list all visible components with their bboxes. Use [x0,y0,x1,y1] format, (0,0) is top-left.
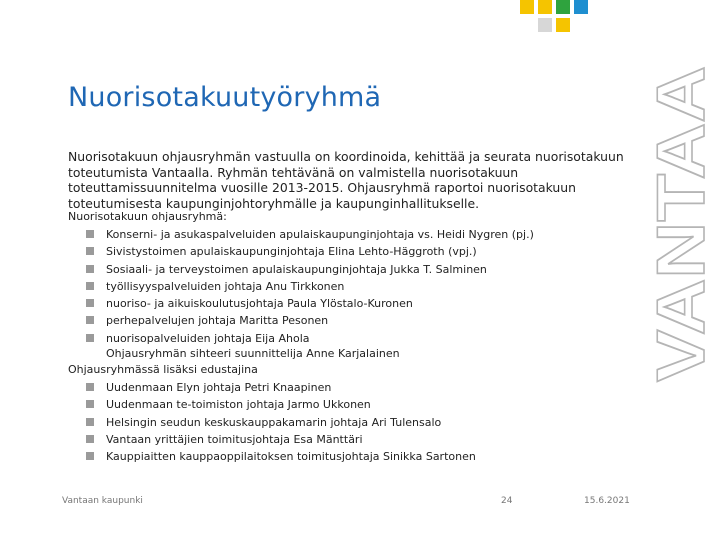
list-item [86,431,476,448]
list-item-text: Vantaan yrittäjien toimitusjohtaja Esa Mänttäri [106,432,363,446]
list-item-text: perhepalvelujen johtaja Maritta Pesonen [106,314,329,328]
list-item-text: Kauppiaitten kauppaoppilaitoksen toimitusjohtaja Sinikka Sartonen [106,450,476,464]
logo-square [520,18,534,32]
bullet-icon [86,418,94,426]
logo-squares [502,0,588,32]
bullet-icon [86,299,94,307]
bullet-icon [86,247,94,255]
secretary-note: Ohjausryhmän sihteeri suunnittelija Anne Karjalainen [106,347,400,360]
group1-list [86,226,534,347]
logo-square [538,0,552,14]
intro-paragraph: Nuorisotakuun ohjausryhmän vastuulla on koordinoida, kehittää ja seurata nuorisotakuun toteutumista Vantaalla. Ryhmän tehtävänä on valmistella nuorisotakuun toteuttamissuunnitelma vuosille 2013-2015. Ohjausryhmä raportoi nuorisotakuun toteutumisesta kaupunginjohtoryhmälle ja kaupunginhallitukselle. [68,149,624,211]
logo-square [520,0,534,14]
list-item-text: Konserni- ja asukaspalveluiden apulaiskaupunginjohtaja vs. Heidi Nygren (pj.) [106,228,534,241]
list-item-text: Uudenmaan te-toimiston johtaja Jarmo Ukkonen [106,398,371,412]
list-item [86,448,476,465]
list-item [86,414,476,431]
list-item [86,312,534,329]
footer-org: Vantaan kaupunki [62,496,143,506]
list-item [86,261,534,278]
logo-square [538,18,552,32]
logo-square [502,0,516,14]
logo-square [556,0,570,14]
bullet-icon [86,435,94,443]
group1-label: Nuorisotakuun ohjausryhmä: [68,210,227,223]
list-item-text: Sivistystoimen apulaiskaupunginjohtaja Elina Lehto-Häggroth (vpj.) [106,245,477,259]
bullet-icon [86,282,94,290]
logo-square [556,18,570,32]
footer-date: 15.6.2021 [584,496,630,506]
list-item [86,396,476,413]
bullet-icon [86,316,94,324]
group2-list [86,379,476,465]
list-item-text: nuorisopalveluiden johtaja Eija Ahola [106,331,310,345]
list-item-text: Sosiaali- ja terveystoimen apulaiskaupunginjohtaja Jukka T. Salminen [106,262,487,276]
list-item [86,243,534,260]
list-item [86,295,534,312]
list-item-text: Helsingin seudun keskuskauppakamarin johtaja Ari Tulensalo [106,415,442,429]
bullet-icon [86,400,94,408]
list-item [86,379,476,396]
bullet-icon [86,383,94,391]
footer-page-number: 24 [501,496,513,506]
list-item-text: nuoriso- ja aikuiskoulutusjohtaja Paula Ylöstalo-Kuronen [106,297,413,311]
brand-wordmark [642,64,719,384]
list-item-text: työllisyyspalveluiden johtaja Anu Tirkkonen [106,279,345,293]
logo-square [574,0,588,14]
logo-square [502,18,516,32]
logo-square [574,18,588,32]
brand-text: VANTAA [642,108,719,382]
bullet-icon [86,452,94,460]
list-item [86,226,534,243]
group2-label: Ohjausryhmässä lisäksi edustajina [68,363,258,376]
bullet-icon [86,265,94,273]
bullet-icon [86,230,94,238]
list-item [86,330,534,347]
list-item [86,278,534,295]
list-item-text: Uudenmaan Elyn johtaja Petri Knaapinen [106,381,332,394]
slide-title: Nuorisotakuutyöryhmä [68,82,382,113]
bullet-icon [86,334,94,342]
